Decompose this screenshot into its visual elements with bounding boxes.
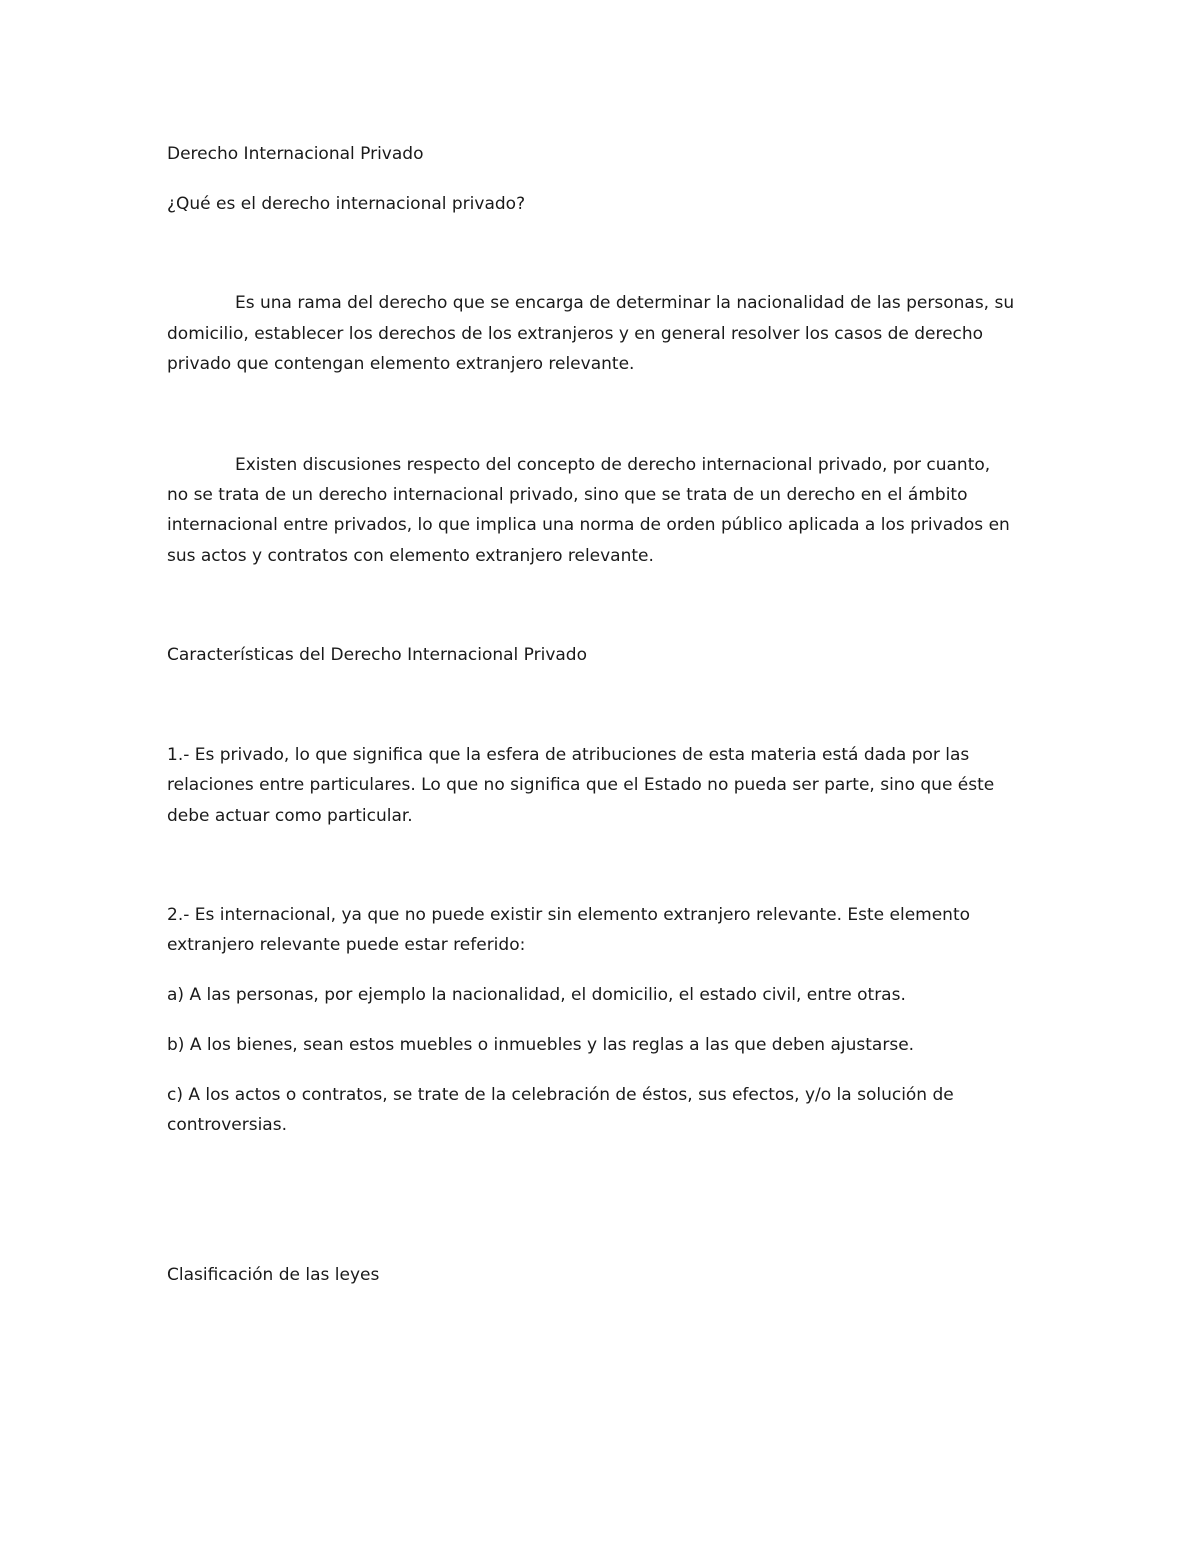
item1-line-1: 1.- Es privado, lo que significa que la esfera de atribuciones de esta materia está dada por las (167, 745, 970, 765)
paragraph2-line-4: sus actos y contratos con elemento extranjero relevante. (167, 546, 654, 566)
paragraph2-line-3: internacional entre privados, lo que implica una norma de orden público aplicada a los privados en (167, 515, 1010, 535)
sub-item-c-line-1: c) A los actos o contratos, se trate de la celebración de éstos, sus efectos, y/o la solución de (167, 1085, 954, 1105)
classification-heading: Clasificación de las leyes (167, 1265, 380, 1285)
paragraph2-line-2: no se trata de un derecho internacional privado, sino que se trata de un derecho en el ámbito (167, 485, 968, 505)
item2-line-2: extranjero relevante puede estar referido: (167, 935, 526, 955)
sub-item-b: b) A los bienes, sean estos muebles o inmuebles y las reglas a las que deben ajustarse. (167, 1035, 915, 1055)
paragraph1-line-2: domicilio, establecer los derechos de los extranjeros y en general resolver los casos de derecho (167, 324, 984, 344)
sub-item-c-line-2: controversias. (167, 1115, 287, 1135)
item1-line-3: debe actuar como particular. (167, 806, 413, 826)
paragraph1-line-3: privado que contengan elemento extranjero relevante. (167, 354, 635, 374)
item2-line-1: 2.- Es internacional, ya que no puede existir sin elemento extranjero relevante. Este elemento (167, 905, 971, 925)
item1-line-2: relaciones entre particulares. Lo que no significa que el Estado no pueda ser parte, sino que éste (167, 775, 995, 795)
characteristics-heading: Características del Derecho Internacional Privado (167, 645, 587, 665)
sub-item-a: a) A las personas, por ejemplo la nacionalidad, el domicilio, el estado civil, entre otras. (167, 985, 906, 1005)
paragraph1-line-1: Es una rama del derecho que se encarga de determinar la nacionalidad de las personas, su (235, 293, 1015, 313)
paragraph2-line-1: Existen discusiones respecto del concepto de derecho internacional privado, por cuanto, (235, 455, 991, 475)
question-heading: ¿Qué es el derecho internacional privado? (167, 194, 526, 214)
document-title: Derecho Internacional Privado (167, 144, 424, 164)
